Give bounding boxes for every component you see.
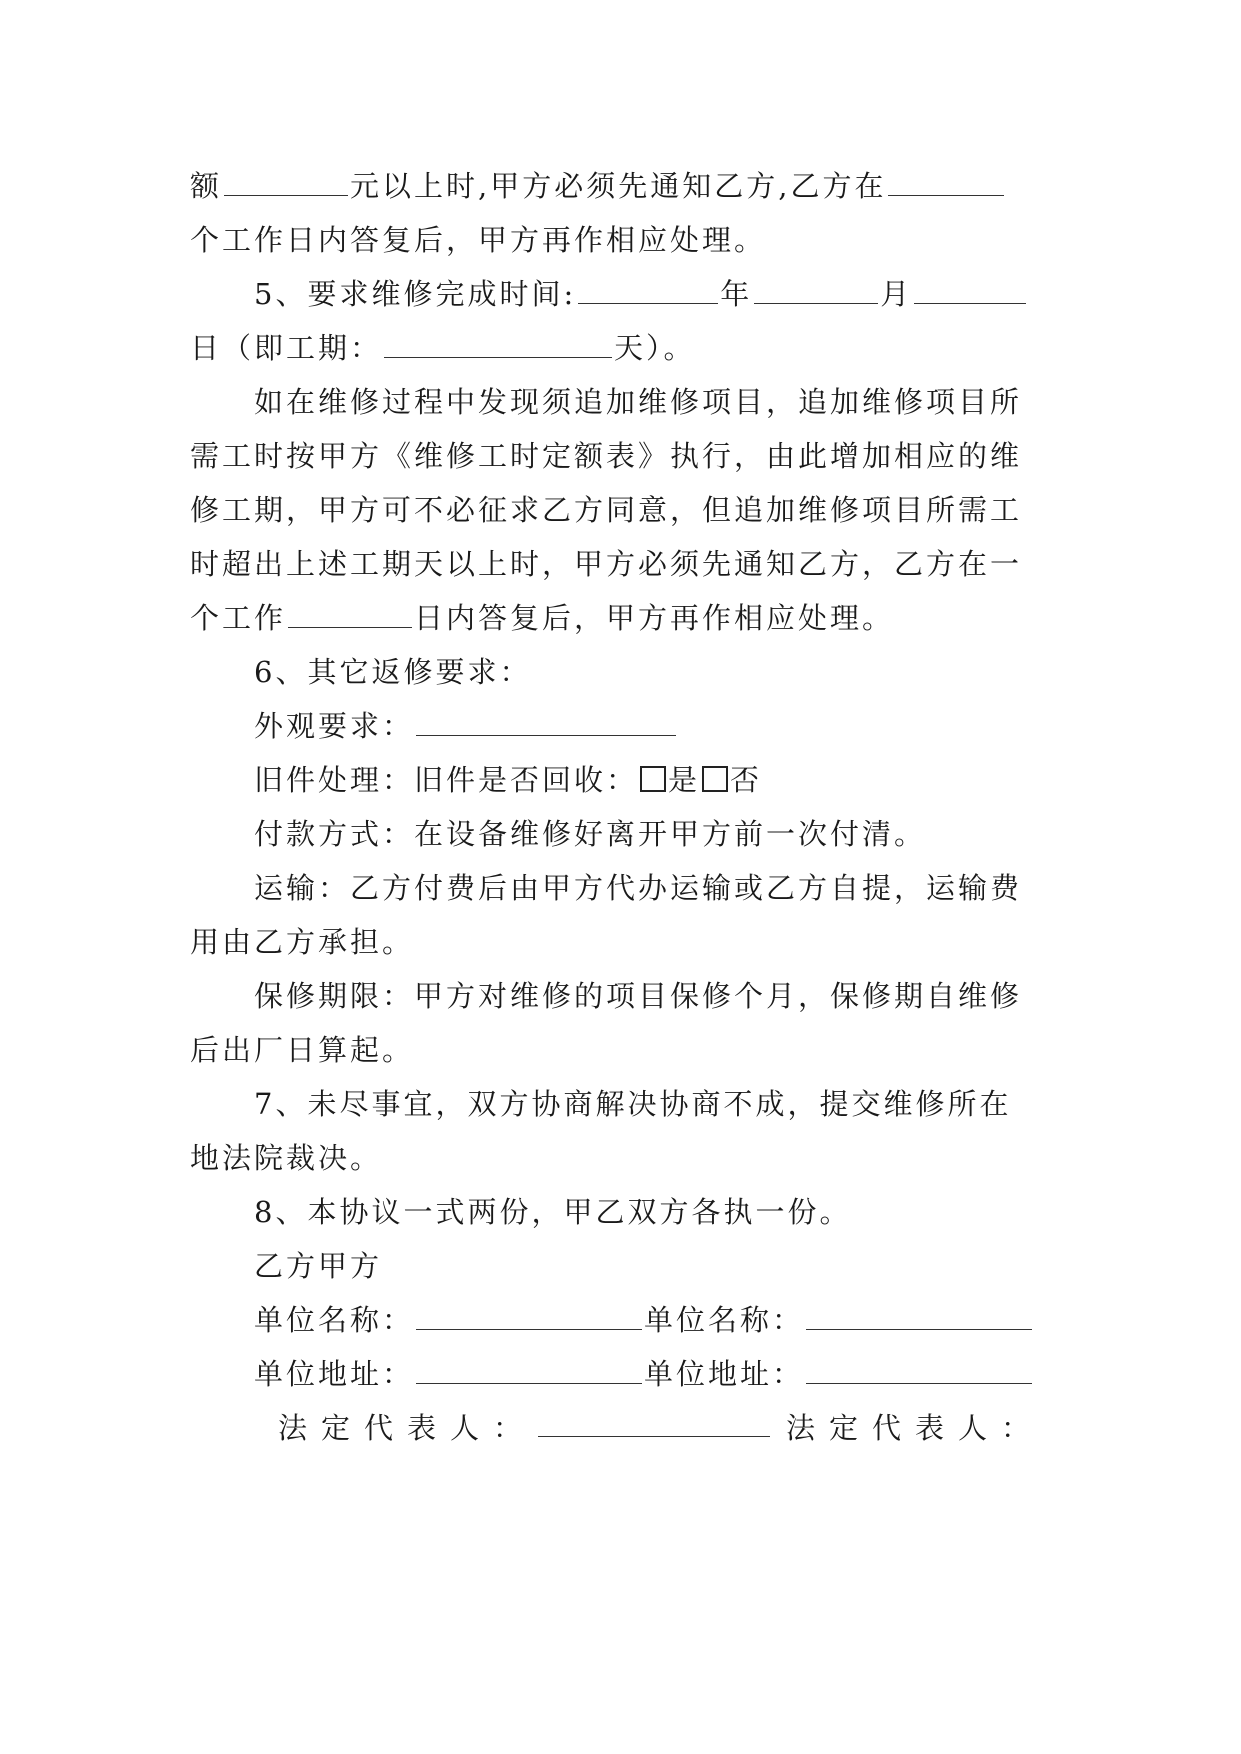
spaced-char: 表: [407, 1411, 437, 1445]
spaced-char: 法: [785, 1411, 815, 1445]
text-line: 7、未尽事宜，双方协商解决协商不成，提交维修所在: [254, 1087, 1012, 1121]
fill-blank: [578, 273, 718, 304]
checkbox-label: 否: [730, 763, 763, 797]
spaced-char: 人: [957, 1411, 987, 1445]
fill-blank: [806, 1299, 1032, 1330]
spaced-char: 定: [321, 1411, 351, 1445]
text-fragment: 日（即工期：: [190, 331, 383, 365]
text-fragment: 外观要求：: [254, 709, 415, 743]
signature-line: [254, 1298, 1050, 1342]
text-line: [254, 704, 1050, 748]
text-line: 6、其它返修要求：: [254, 655, 532, 689]
text-fragment: 天）。: [614, 331, 696, 365]
fill-blank: [416, 1299, 642, 1330]
signature-line: [278, 1406, 1030, 1450]
text-line: [190, 164, 1050, 208]
signature-line: [254, 1352, 1050, 1396]
field-label: 单位名称：: [254, 1303, 415, 1337]
checkbox-label: 是: [668, 763, 701, 797]
text-line: 修工期，甲方可不必征求乙方同意，但追加维修项目所需工: [190, 493, 1023, 527]
text-fragment: 月: [880, 277, 913, 311]
field-label: 单位地址：: [644, 1357, 805, 1391]
spaced-char: 人: [450, 1411, 480, 1445]
fill-blank: [384, 327, 612, 358]
fill-blank: [416, 1353, 642, 1384]
fill-blank: [754, 273, 878, 304]
spaced-char: 代: [871, 1411, 901, 1445]
text-line: 用由乙方承担。: [190, 925, 415, 959]
fill-blank: [288, 597, 412, 628]
fill-blank: [224, 165, 348, 196]
fill-blank: [538, 1406, 770, 1437]
text-line: [254, 272, 1050, 316]
fill-blank: [806, 1353, 1032, 1384]
spaced-char: ：: [1000, 1411, 1030, 1445]
fill-blank: [914, 273, 1026, 304]
text-line: 需工时按甲方《维修工时定额表》执行，由此增加相应的维: [190, 439, 1023, 473]
checkbox-icon: [702, 766, 728, 792]
field-label: 单位名称：: [644, 1303, 805, 1337]
text-fragment: 旧件处理：旧件是否回收：: [254, 763, 639, 797]
text-line: 如在维修过程中发现须追加维修项目，追加维修项目所: [254, 385, 1023, 419]
field-label: 单位地址：: [254, 1357, 415, 1391]
text-line: 后出厂日算起。: [190, 1033, 415, 1067]
text-line: 乙方甲方: [254, 1249, 383, 1283]
spaced-char: 代: [364, 1411, 394, 1445]
text-line: 8、本协议一式两份，甲乙双方各执一份。: [254, 1195, 852, 1229]
text-fragment: 日内答复后，甲方再作相应处理。: [414, 601, 895, 635]
text-line: 保修期限：甲方对维修的项目保修个月，保修期自维修: [254, 979, 1023, 1013]
spaced-char: 法: [278, 1411, 308, 1445]
fill-blank: [416, 705, 676, 736]
text-line: [190, 326, 1050, 370]
spaced-char: 表: [914, 1411, 944, 1445]
text-line: 付款方式：在设备维修好离开甲方前一次付清。: [254, 817, 927, 851]
fill-blank: [888, 165, 1004, 196]
text-line: 运输：乙方付费后由甲方代办运输或乙方自提，运输费: [254, 871, 1023, 905]
text-fragment: 年: [720, 277, 753, 311]
text-fragment: 额: [190, 169, 223, 203]
text-line: 个工作日内答复后，甲方再作相应处理。: [190, 223, 767, 257]
text-line: 地法院裁决。: [190, 1141, 383, 1175]
text-fragment: 元以上时,甲方必须先通知乙方,乙方在: [350, 169, 887, 203]
text-line: 时超出上述工期天以上时，甲方必须先通知乙方，乙方在一: [190, 547, 1023, 581]
text-line: [190, 596, 1050, 640]
text-fragment: 5、要求维修完成时间:: [254, 277, 577, 311]
checkbox-icon: [640, 766, 666, 792]
spaced-char: ：: [493, 1411, 523, 1445]
text-fragment: 个工作: [190, 601, 287, 635]
spaced-char: 定: [828, 1411, 858, 1445]
text-line: [254, 758, 1050, 802]
